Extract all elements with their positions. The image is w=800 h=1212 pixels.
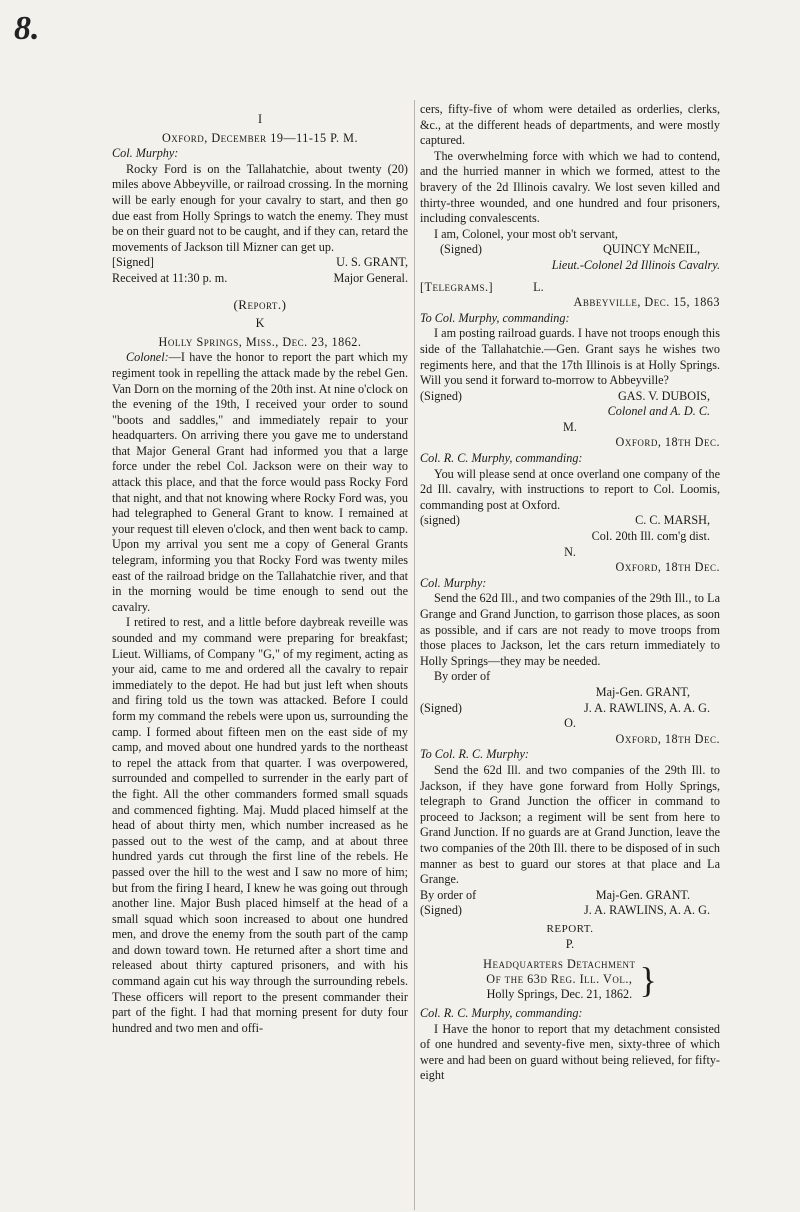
telegram-n-salutation: Col. Murphy: (420, 575, 487, 590)
telegram-o-body: Send the 62d Ill. and two companies of the 29th Ill. to Jackson, if they have gone forward from Holly Springs, telegraph to Grand Junction the officer in command to proceed to Jackson; a regiment will be sent from here to Grand Junction. If no guards are at Grand Junction, leave the two companies of the 20th Ill. there to be disposed of in such manner as best to guard our stores at that place and La Grange. (420, 762, 720, 887)
telegram-n-general: Maj-Gen. GRANT, (595, 684, 690, 699)
telegram-l-dateline: Abbeyville, Dec. 15, 1863 (573, 295, 720, 310)
telegram-l-label: [Telegrams.] (420, 279, 494, 294)
letter-i-signed: [Signed] (112, 255, 154, 270)
telegram-n (420, 545, 720, 717)
letter-i-received: Received at 11:30 p. m. (112, 270, 228, 285)
telegram-l-letter: L. (533, 279, 544, 294)
report-k-letter: K (255, 316, 265, 331)
right-column (420, 102, 720, 1084)
letter-i-received-row (112, 271, 408, 287)
report-p-hq-line-2: Of the 63d Reg. Ill. Vol., (486, 972, 633, 987)
report-k-paragraph-2: I retired to rest, and a little before daybreak reveille was sounded and my command were preparing for breakfast; Lieut. Williams, of Company "G," of my regiment, acting as your aid, came to me and ordered all the cavalry to repair immediately to the depot. He had but just left when shouts and firing told us the town was attacked. Before I could form my command the rebels were upon us, surrounding the camp. I formed about fifteen men on the east side of my camp, and moved about one hundred yards to the northeast to repel the attack from that quarter. I was overpowered, surrounded and compelled to surrender in the early part of the fight. All the other commanders formed small squads and commenced fighting. Maj. Mudd placed himself at the head of about thirty men, which number increased as he passed out to the west of the camp, and at about three hundred yards cut through the first line of the rebels. He passed over the hill to the west and I saw no more of him; but from the firing I heard, I knew he was going out through another line. Major Bush placed himself at the head of a small squad which soon increased to about one hundred men, and drove the enemy from the south part of the camp and down toward town. He returned after a short time and released about thirty captured prisoners, and with his command again cut his way through the surrounding rebels. These officers will report to the present commander their part of the fight. I had that morning present for duty four hundred and two men and offi- (112, 615, 408, 1035)
telegram-n-letter: N. (564, 544, 576, 559)
telegram-l-signature (420, 389, 720, 405)
telegram-l-signer: GAS. V. DUBOIS, (618, 388, 710, 403)
letter-i-dateline: Oxford, December 19—11-15 P. M. (161, 130, 359, 145)
letter-i (112, 112, 408, 287)
report-k-continued (420, 102, 720, 274)
report-k-signature (420, 242, 720, 258)
telegram-n-body: Send the 62d Ill., and two companies of the 29th Ill., to La Grange and Grand Junction, to garrison those places, as soon as possible, and if cars are not ready to move troops from those places to Jackson, let the cars return immediately to Holly Springs—they may be needed. (420, 591, 720, 668)
telegram-o (420, 716, 720, 919)
report-k-signer-title: Lieut.-Colonel 2d Illinois Cavalry. (551, 257, 720, 272)
telegram-l-title: Colonel and A. D. C. (607, 404, 710, 419)
left-column (112, 112, 408, 1036)
telegram-o-signer: J. A. RAWLINS, A. A. G. (584, 903, 710, 918)
telegram-o-signature (420, 903, 720, 919)
telegram-l-body: I am posting railroad guards. I have not troops enough this side of the Tallahatchie.—Gen. Grant says he wishes two regiments here, and that the 17th Illinois is at Holly Springs. Will you send it forward to-morrow to Abbeyville? (420, 326, 720, 388)
report-p-letter: P. (565, 937, 575, 952)
report-p (420, 922, 720, 1084)
brace-icon: } (639, 959, 657, 1000)
report-p-heading: REPORT. (546, 922, 594, 935)
telegram-o-letter: O. (564, 716, 576, 731)
report-p-hq-line-3: Holly Springs, Dec. 21, 1862. (486, 987, 633, 1002)
telegram-m-signature (420, 513, 720, 529)
telegram-l-signed: (Signed) (420, 388, 462, 403)
page-number: 8. (14, 10, 40, 47)
report-k-signed: (Signed) (440, 242, 482, 257)
telegram-m-letter: M. (563, 419, 577, 434)
letter-i-signer: U. S. GRANT, (336, 255, 408, 270)
report-k-heading: (Report.) (233, 296, 287, 312)
letter-i-salutation: Col. Murphy: (112, 146, 179, 161)
report-k-paragraph-1 (112, 350, 408, 615)
report-p-salutation: Col. R. C. Murphy, commanding: (420, 1006, 583, 1021)
telegram-n-order-of: By order of (434, 669, 491, 684)
telegram-m-body: You will please send at once overland one company of the 2d Ill. cavalry, with instructions to report to Col. Loomis, commanding post at Oxford. (420, 466, 720, 512)
report-k (112, 297, 408, 1037)
report-p-headquarters-block (420, 957, 720, 1002)
report-k-dateline: Holly Springs, Miss., Dec. 23, 1862. (158, 334, 362, 349)
report-k-signer: QUINCY McNEIL, (602, 242, 700, 257)
column-divider (414, 100, 415, 1210)
telegram-l (420, 280, 720, 420)
telegram-o-order-of: By order of (420, 887, 477, 902)
telegram-n-dateline: Oxford, 18th Dec. (615, 560, 720, 575)
letter-i-rank: Major General. (333, 270, 408, 285)
report-p-hq-line-1: Headquarters Detachment (483, 957, 636, 972)
letter-i-body: Rocky Ford is on the Tallahatchie, about twenty (20) miles above Abbeyville, or railroad crossing. In the morning will be early enough for your cavalry to start, and then go due east from Holly Springs to watch the enemy. They must be on their guard not to be caught, and if they can, retard the movements of Jackson till Mizner can get up. (112, 161, 408, 254)
telegram-m (420, 420, 720, 545)
telegram-m-title: Col. 20th Ill. com'g dist. (591, 529, 710, 544)
telegram-m-signer: C. C. MARSH, (635, 513, 710, 528)
telegram-o-signed: (Signed) (420, 903, 462, 918)
letter-i-signature (112, 255, 408, 271)
telegram-l-header (420, 280, 720, 296)
telegram-o-dateline: Oxford, 18th Dec. (615, 731, 720, 746)
telegram-l-salutation: To Col. Murphy, commanding: (420, 310, 570, 325)
telegram-m-salutation: Col. R. C. Murphy, commanding: (420, 451, 583, 466)
telegram-n-signature (420, 701, 720, 717)
telegram-m-signed: (signed) (420, 513, 460, 528)
telegram-o-salutation: To Col. R. C. Murphy: (420, 747, 529, 762)
report-k-cont-paragraph-2: The overwhelming force with which we had to contend, and the hurried manner in which we formed, attest to the bravery of the 2d Illinois cavalry. We lost seven killed and thirty-three wounded, and one hundred and four prisoners, including convalescents. (420, 148, 720, 226)
telegram-n-signed: (Signed) (420, 700, 462, 715)
report-k-closing: I am, Colonel, your most ob't servant, (434, 226, 618, 241)
telegram-n-signer: J. A. RAWLINS, A. A. G. (584, 700, 710, 715)
telegram-m-dateline: Oxford, 18th Dec. (615, 435, 720, 450)
letter-i-label: I (257, 112, 263, 126)
report-k-p1-text: —I have the honor to report the part which my regiment took in repelling the attack made by the rebel Gen. Van Dorn on the morning of the 20th inst. At nine o'clock on the evening of the 19th, I received your order to sound "boots and saddles," and immediately repair to your headquarters. On arriving there you gave me to understand that Major General Grant had informed you that a large force under the rebel Col. Jackson were on their way to attack this place, and that the force would pass Rocky Ford that night, and that not knowing where Rocky Ford was, you had telegraphed to General Grant to know. I remained at your request till eleven o'clock, and then went back to camp. Upon my arrival you sent me a copy of General Grants telegram, informing you that Rocky Ford was twenty miles east of the railroad bridge on the Tallahatchie river, and that in the morning would be time enough to send out the cavalry. (112, 350, 408, 614)
telegram-o-order-row (420, 888, 720, 904)
report-k-cont-paragraph-1: cers, fifty-five of whom were detailed as orderlies, clerks, &c., at the different heads of departments, and were mostly captured. (420, 102, 720, 148)
report-k-salutation: Colonel: (126, 350, 169, 365)
telegram-o-general: Maj-Gen. GRANT. (595, 887, 690, 902)
report-p-body: I Have the honor to report that my detachment consisted of one hundred and seventy-five men, sixty-three of which were and had been on guard without being relieved, for fifty-eight (420, 1021, 720, 1083)
